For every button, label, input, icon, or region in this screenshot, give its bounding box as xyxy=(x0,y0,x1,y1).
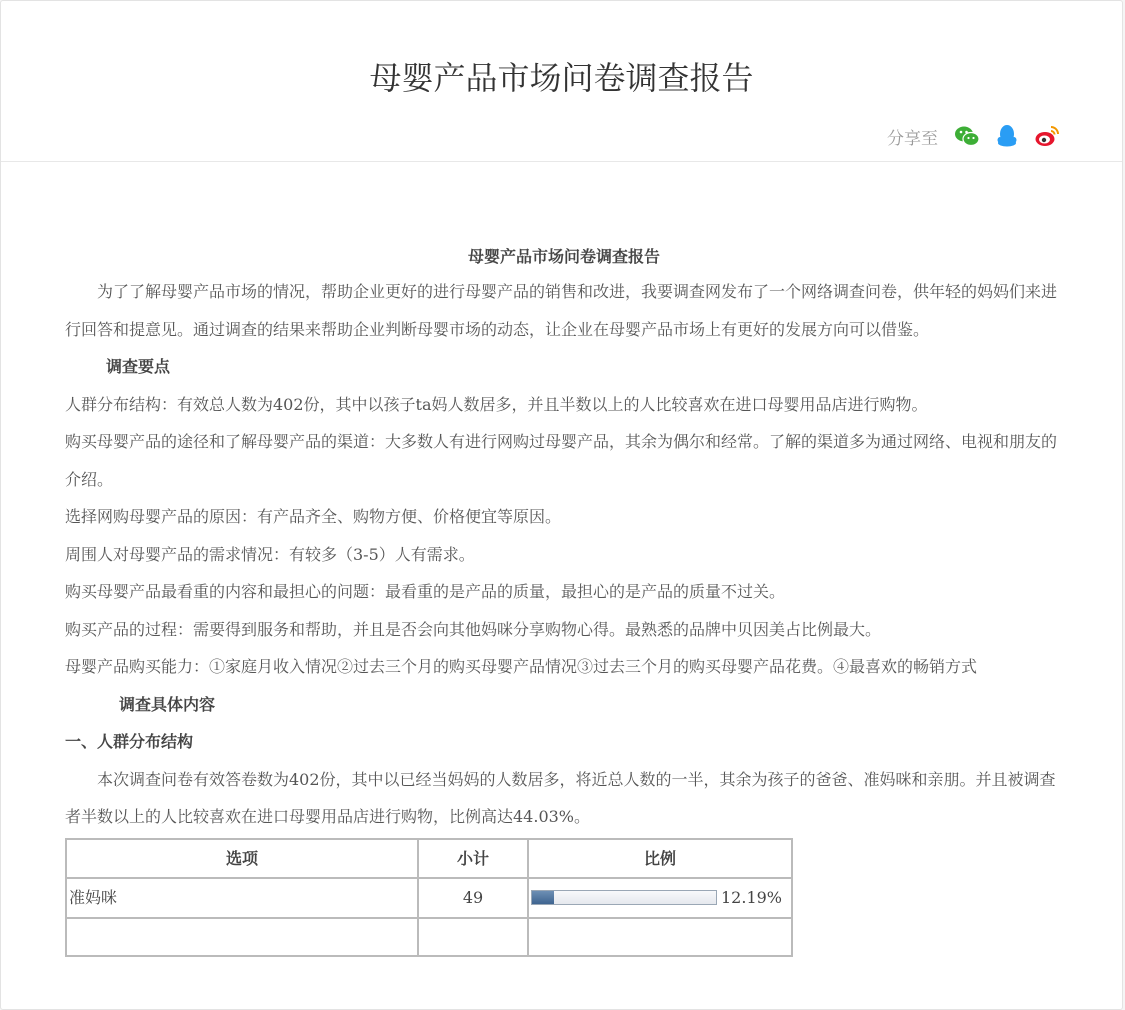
weibo-icon[interactable] xyxy=(1034,123,1060,149)
wechat-icon[interactable] xyxy=(954,123,980,149)
key-point: 购买母婴产品的途径和了解母婴产品的渠道：大多数人有进行网购过母婴产品，其余为偶尔和经常。了解的渠道多为通过网络、电视和朋友的介绍。 xyxy=(65,432,1058,489)
page-title: 母婴产品市场问卷调查报告 xyxy=(369,59,754,97)
article-body xyxy=(65,241,1063,957)
key-point: 人群分布结构：有效总人数为402份，其中以孩子ta妈人数居多，并且半数以上的人比较喜欢在进口母婴用品店进行购物。 xyxy=(65,394,928,414)
key-point: 选择网购母婴产品的原因：有产品齐全、购物方便、价格便宜等原因。 xyxy=(65,507,562,526)
ratio-bar xyxy=(531,890,717,905)
header-option: 选项 xyxy=(66,839,418,879)
table-row xyxy=(66,918,792,956)
share-bar xyxy=(887,121,1060,151)
row-ratio xyxy=(528,918,792,956)
ratio-bar-wrap xyxy=(531,879,789,917)
row-option xyxy=(66,918,418,956)
row-ratio xyxy=(528,878,792,918)
document-title: 母婴产品市场问卷调查报告 xyxy=(467,247,660,266)
header-ratio: 比例 xyxy=(528,839,792,879)
details-heading: 调查具体内容 xyxy=(119,694,216,714)
row-option: 准妈咪 xyxy=(66,878,418,918)
key-point: 购买母婴产品最看重的内容和最担心的问题：最看重的是产品的质量，最担心的是产品的质量不过关。 xyxy=(65,582,786,601)
row-count: 49 xyxy=(418,878,528,918)
section-paragraph: 本次调查问卷有效答卷数为402份，其中以已经当妈妈的人数居多，将近总人数的一半，其余为孩子的爸爸、准妈咪和亲朋。并且被调查者半数以上的人比较喜欢在进口母婴用品店进行购物，比例高达44.03%。 xyxy=(65,769,1056,826)
row-count xyxy=(418,918,528,956)
table-row xyxy=(66,878,792,918)
qq-icon[interactable] xyxy=(994,123,1020,149)
intro-paragraph: 为了了解母婴产品市场的情况，帮助企业更好的进行母婴产品的销售和改进，我要调查网发布了一个网络调查问卷，供年轻的妈妈们来进行回答和提意见。通过调查的结果来帮助企业判断母婴市场的动态，让企业在母婴产品市场上有更好的发展方向可以借鉴。 xyxy=(65,282,1058,339)
share-label: 分享至 xyxy=(887,128,938,149)
key-point: 购买产品的过程：需要得到服务和帮助，并且是否会向其他妈咪分享购物心得。最熟悉的品牌中贝因美占比例最大。 xyxy=(65,619,882,639)
header-count: 小计 xyxy=(418,839,528,879)
distribution-table xyxy=(65,838,793,957)
table-header-row xyxy=(66,839,792,879)
section-heading: 一、人群分布结构 xyxy=(65,732,194,751)
key-points-heading: 调查要点 xyxy=(106,357,171,376)
key-point: 周围人对母婴产品的需求情况：有较多（3-5）人有需求。 xyxy=(65,544,475,564)
ratio-label: 12.19% xyxy=(721,888,783,907)
ratio-bar-fill xyxy=(532,891,554,904)
key-point: 母婴产品购买能力：①家庭月收入情况②过去三个月的购买母婴产品情况③过去三个月的购买母婴产品花费。④最喜欢的畅销方式 xyxy=(65,657,978,676)
article-header xyxy=(1,1,1122,162)
